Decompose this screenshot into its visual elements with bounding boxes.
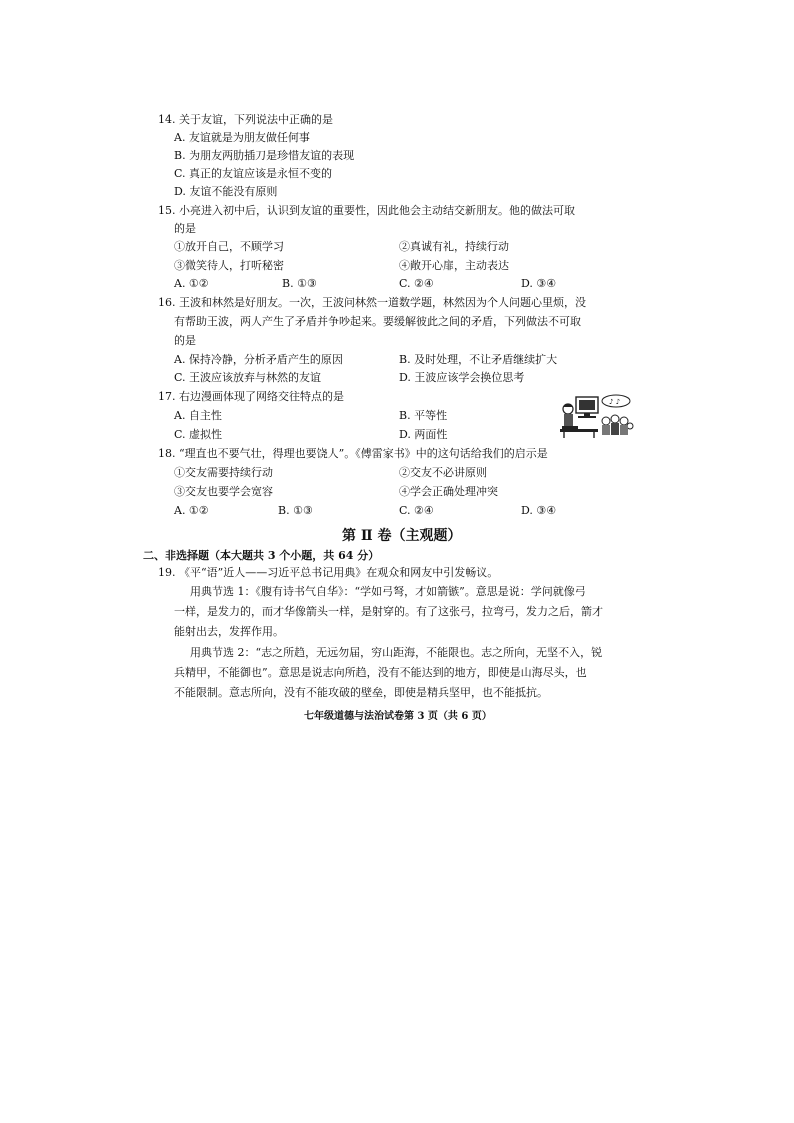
page-footer: 七年级道德与法治试卷第 3 页（共 6 页）	[304, 711, 492, 722]
q17-stem: 17. 右边漫画体现了网络交往特点的是	[158, 390, 344, 403]
q15-item-4: ④敞开心扉，主动表达	[399, 259, 509, 272]
q16-stem-line3: 的是	[174, 334, 196, 347]
q14-stem: 14. 关于友谊，下列说法中正确的是	[158, 113, 333, 126]
q16-stem-line1: 16. 王波和林然是好朋友。一次，王波问林然一道数学题，林然因为个人问题心里烦，没	[158, 296, 586, 309]
q16-option-d: D. 王波应该学会换位思考	[399, 371, 525, 384]
q15-item-1: ①放开自己，不顾学习	[174, 240, 284, 253]
q16-option-a: A. 保持冷静，分析矛盾产生的原因	[174, 353, 343, 366]
q15-stem-line2: 的是	[174, 222, 196, 235]
q15-item-2: ②真诚有礼，持续行动	[399, 240, 509, 253]
q14-option-b: B. 为朋友两肋插刀是珍惜友谊的表现	[174, 149, 355, 162]
network-cartoon-image	[558, 393, 634, 439]
q15-choice-a: A. ①②	[174, 277, 209, 290]
q17-option-a: A. 自主性	[174, 409, 222, 422]
q18-choice-b: B. ①③	[278, 504, 313, 517]
q14-option-d: D. 友谊不能没有原则	[174, 185, 278, 198]
q15-choice-b: B. ①③	[282, 277, 317, 290]
q17-option-c: C. 虚拟性	[174, 428, 223, 441]
q17-option-b: B. 平等性	[399, 409, 448, 422]
q19-p2-line1: 用典节选 2：“志之所趋，无远勿届，穷山距海，不能限也。志之所向，无坚不入，锐	[190, 646, 603, 659]
q18-choice-a: A. ①②	[174, 504, 209, 517]
q16-stem-line2: 有帮助王波，两人产生了矛盾并争吵起来。要缓解彼此之间的矛盾，下列做法不可取	[174, 315, 581, 328]
q16-option-c: C. 王波应该放弃与林然的友谊	[174, 371, 322, 384]
q16-option-b: B. 及时处理，不让矛盾继续扩大	[399, 353, 558, 366]
section-title: 第 Ⅱ 卷（主观题）	[342, 528, 462, 544]
q15-choice-c: C. ②④	[399, 277, 434, 290]
q18-choice-d: D. ③④	[521, 504, 557, 517]
q17-option-d: D. 两面性	[399, 428, 448, 441]
q19-p1-line1: 用典节选 1：《腹有诗书气自华》：“学如弓弩，才如箭镞”。意思是说：学问就像弓	[190, 585, 586, 598]
q18-choice-c: C. ②④	[399, 504, 434, 517]
svg-text:♪ ♪: ♪ ♪	[609, 398, 621, 406]
q14-option-a: A. 友谊就是为朋友做任何事	[174, 131, 310, 144]
q19-stem: 19. 《平“语”近人——习近平总书记用典》在观众和网友中引发畅议。	[158, 566, 499, 579]
q18-stem: 18. “理直也不要气壮，得理也要饶人”。《傅雷家书》中的这句话给我们的启示是	[158, 447, 548, 460]
q14-option-c: C. 真正的友谊应该是永恒不变的	[174, 167, 333, 180]
q15-choice-d: D. ③④	[521, 277, 557, 290]
q19-p2-line2: 兵精甲，不能御也”。意思是说志向所趋，没有不能达到的地方，即使是山海尽头，也	[174, 666, 587, 679]
q18-item-3: ③交友也要学会宽容	[174, 485, 273, 498]
q18-item-1: ①交友需要持续行动	[174, 466, 273, 479]
q18-item-2: ②交友不必讲原则	[399, 466, 487, 479]
q19-p2-line3: 不能限制。意志所向，没有不能攻破的壁垒，即使是精兵坚甲，也不能抵抗。	[174, 686, 548, 699]
q19-p1-line3: 能射出去，发挥作用。	[174, 625, 284, 638]
q15-stem-line1: 15. 小亮进入初中后，认识到友谊的重要性，因此他会主动结交新朋友。他的做法可取	[158, 204, 575, 217]
part-header: 二、非选择题（本大题共 3 个小题，共 64 分）	[143, 549, 380, 562]
q19-p1-line2: 一样，是发力的，而才华像箭头一样，是射穿的。有了这张弓，拉弯弓，发力之后，箭才	[174, 605, 603, 618]
q18-item-4: ④学会正确处理冲突	[399, 485, 498, 498]
q15-item-3: ③微笑待人，打听秘密	[174, 259, 284, 272]
